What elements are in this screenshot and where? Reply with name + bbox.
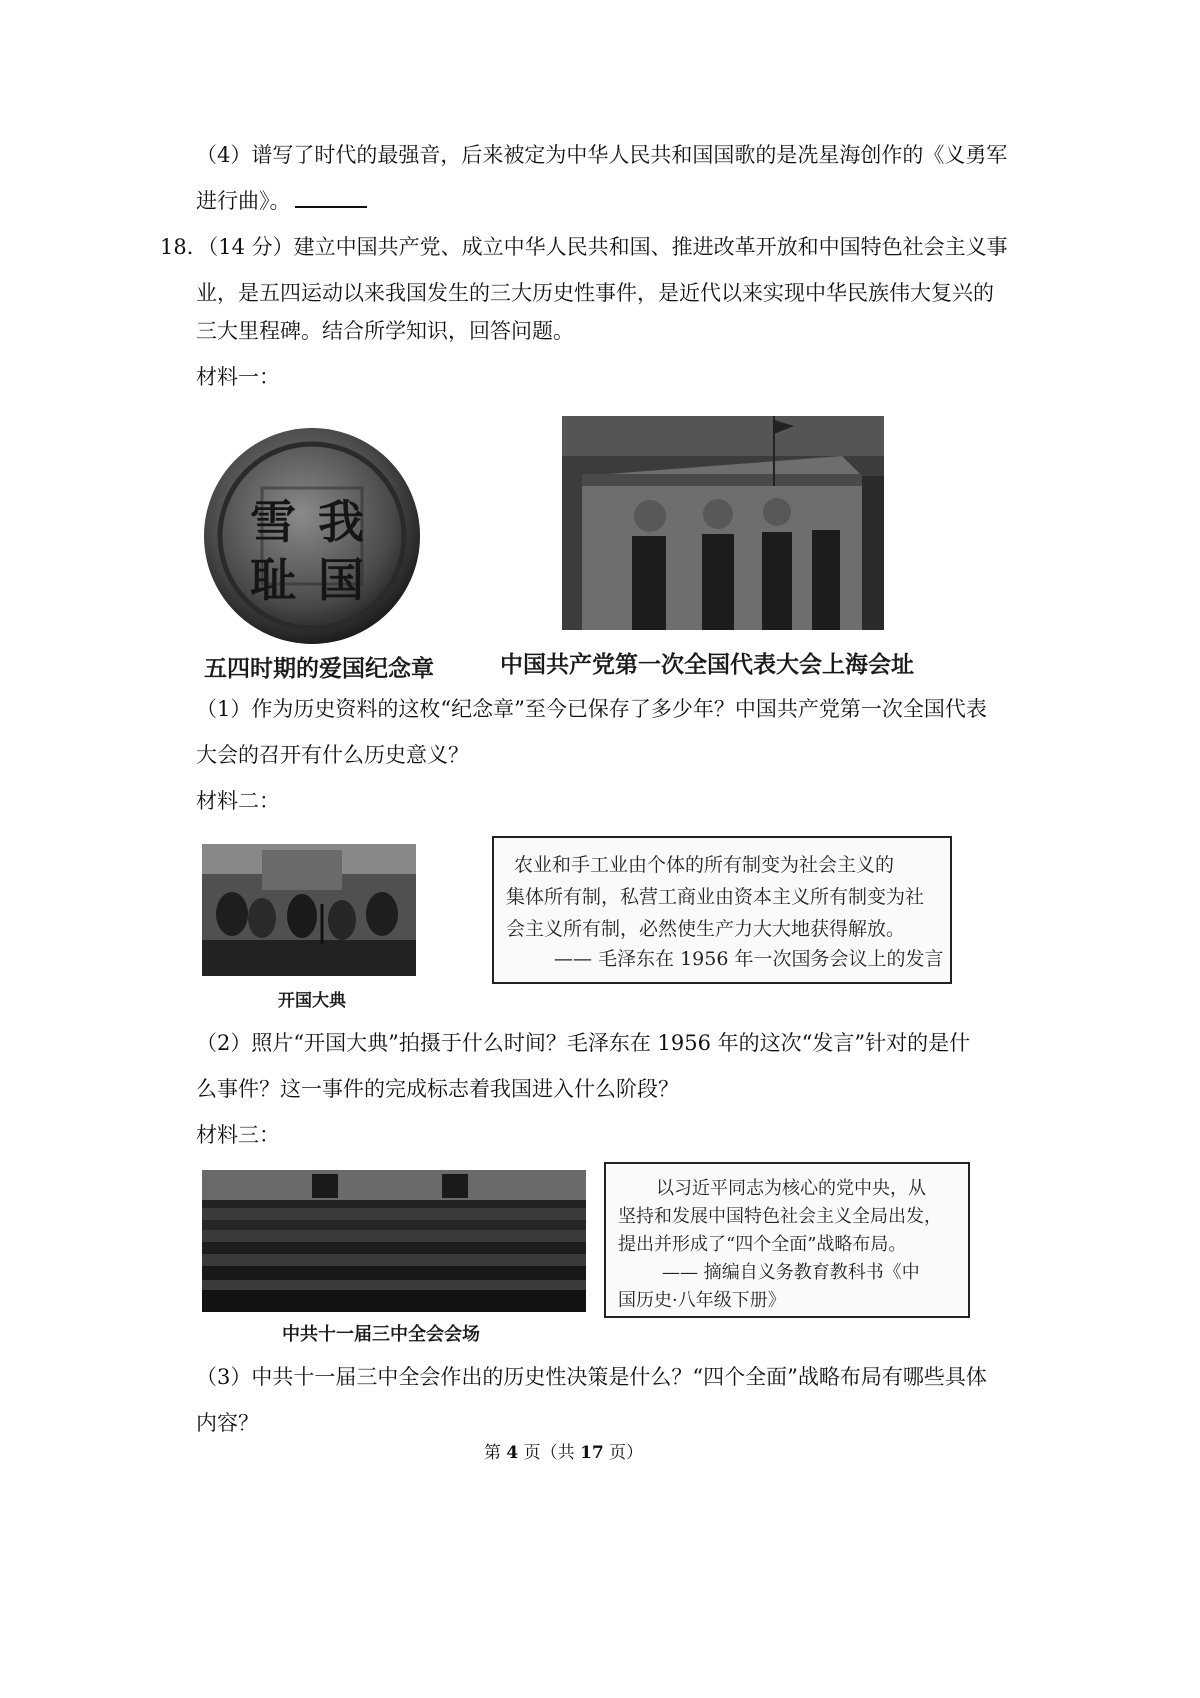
medal-graphic <box>200 426 424 646</box>
four-comprehensives-quote-box <box>604 1162 970 1318</box>
third-plenum-caption: 中共十一届三中全会会场 <box>282 1324 480 1345</box>
q18-intro-line3: 三大里程碑。结合所学知识，回答问题。 <box>196 319 574 343</box>
question2-line2: 么事件？这一事件的完成标志着我国进入什么阶段？ <box>196 1077 679 1101</box>
material2-label: 材料二： <box>196 789 280 813</box>
medal-char-1: 我 <box>318 495 364 549</box>
plenum-graphic <box>202 1170 586 1312</box>
medal-char-3: 雪 <box>250 495 296 549</box>
question1-line1: （1）作为历史资料的这枚“纪念章”至今已保存了多少年？中国共产党第一次全国代表 <box>196 697 987 721</box>
q17-item4-line2 <box>196 186 367 216</box>
founding-ceremony-photo <box>202 844 416 976</box>
mao-quote-line1: 农业和手工业由个体的所有制变为社会主义的 <box>514 854 895 876</box>
mao-quote-line3: 会主义所有制，必然使生产力大大地获得解放。 <box>506 918 906 940</box>
building-graphic <box>562 416 884 630</box>
founding-ceremony-caption: 开国大典 <box>278 991 346 1011</box>
q18-intro-line1: 18．（14 分）建立中国共产党、成立中华人民共和国、推进改革开放和中国特色社会主义事 <box>160 235 1008 259</box>
footer-page-number: 4 <box>506 1443 519 1463</box>
textbook-quote-line2: 坚持和发展中国特色社会主义全局出发， <box>618 1206 942 1227</box>
q18-intro-line2: 业，是五四运动以来我国发生的三大历史性事件，是近代以来实现中华民族伟大复兴的 <box>196 281 994 305</box>
cpc-first-congress-site-photo <box>562 416 884 630</box>
textbook-quote-source1: —— 摘编自义务教育教科书《中 <box>662 1262 920 1283</box>
material3-label: 材料三： <box>196 1123 280 1147</box>
question3-line1: （3）中共十一届三中全会作出的历史性决策是什么？“四个全面”战略布局有哪些具体 <box>196 1365 987 1389</box>
medal-caption: 五四时期的爱国纪念章 <box>204 656 434 682</box>
question2-line1: （2）照片“开国大典”拍摄于什么时间？毛泽东在 1956 年的这次“发言”针对的是什 <box>196 1031 971 1055</box>
material1-label: 材料一： <box>196 365 280 389</box>
question3-line2: 内容？ <box>196 1411 259 1435</box>
medal-char-2: 国 <box>318 553 364 607</box>
textbook-quote-source2: 国历史·八年级下册》 <box>618 1290 786 1311</box>
mao-quote-box <box>492 836 952 984</box>
medal-char-4: 耻 <box>250 553 296 607</box>
question1-line2: 大会的召开有什么历史意义？ <box>196 743 469 767</box>
mao-quote-line2: 集体所有制，私营工商业由资本主义所有制变为社 <box>506 886 925 908</box>
footer-middle: 页（共 <box>523 1443 575 1463</box>
textbook-quote-line3: 提出并形成了“四个全面”战略布局。 <box>618 1234 907 1255</box>
footer-total-pages: 17 <box>580 1443 604 1463</box>
footer-prefix: 第 <box>484 1443 501 1463</box>
textbook-quote-line1: 以习近平同志为核心的党中央，从 <box>656 1178 926 1199</box>
ceremony-graphic <box>202 844 416 976</box>
patriotic-medal-image <box>200 426 424 646</box>
q17-item4-line1: （4）谱写了时代的最强音，后来被定为中华人民共和国国歌的是冼星海创作的《义勇军 <box>196 143 1008 167</box>
mao-quote-source: —— 毛泽东在 1956 年一次国务会议上的发言 <box>554 948 944 970</box>
q17-item4-line2-text: 进行曲》。 <box>196 189 291 213</box>
building-caption: 中国共产党第一次全国代表大会上海会址 <box>500 652 914 678</box>
page-footer <box>484 1438 643 1463</box>
third-plenum-venue-photo <box>202 1170 586 1312</box>
answer-blank <box>295 186 367 208</box>
footer-suffix: 页） <box>609 1443 644 1463</box>
